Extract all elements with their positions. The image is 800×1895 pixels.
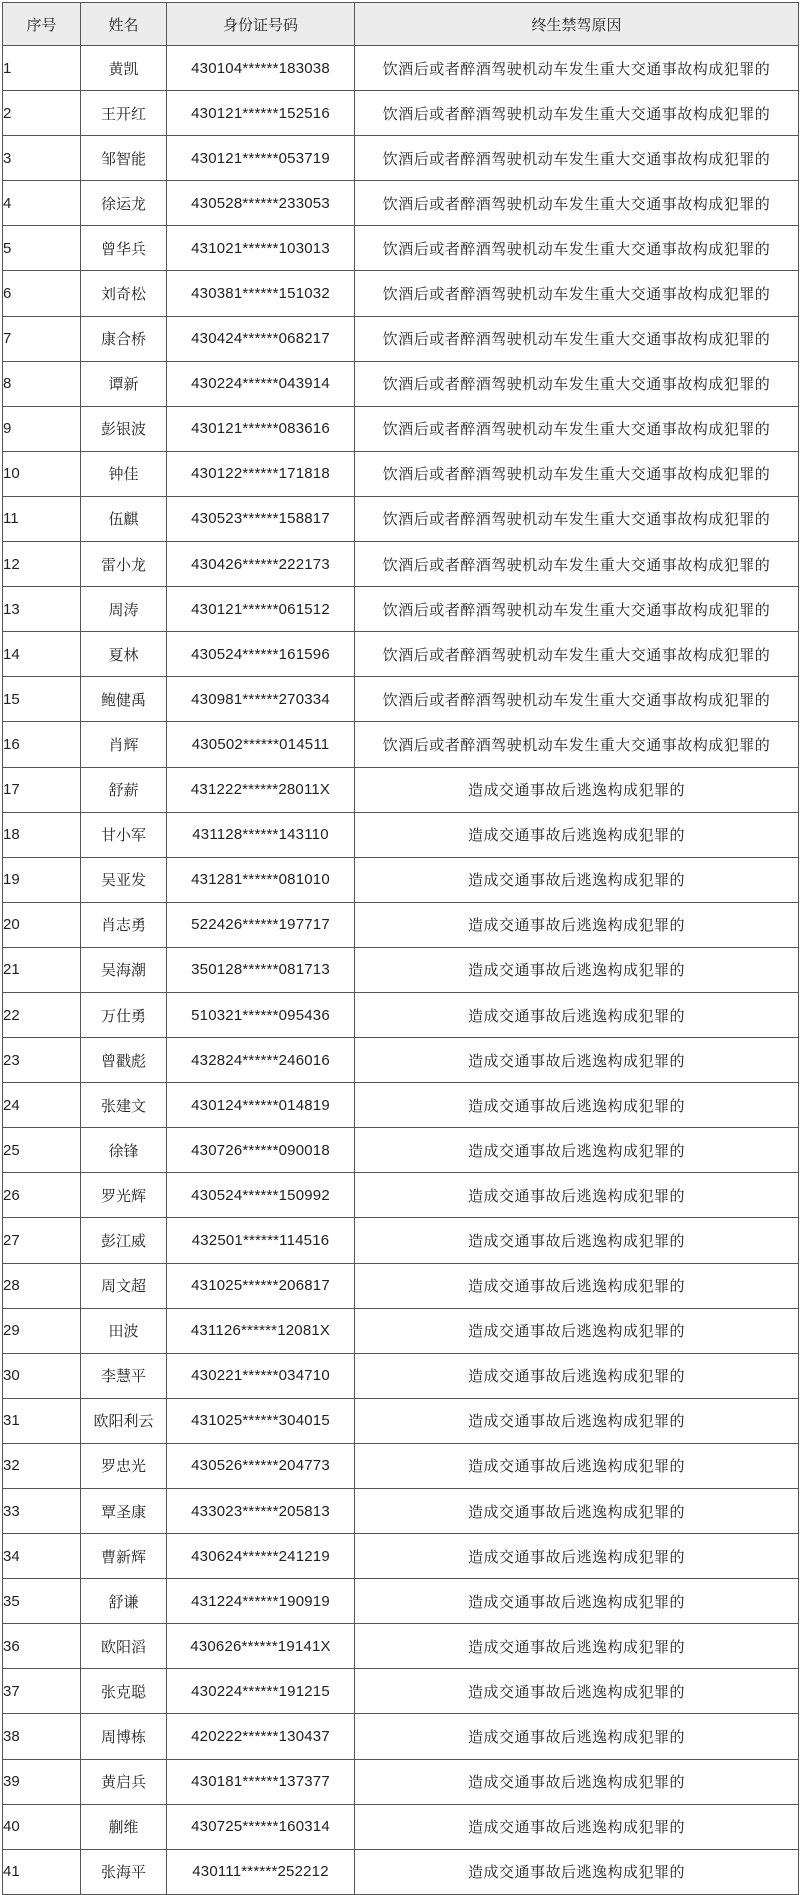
ban-reason-cell: 造成交通事故后逃逸构成犯罪的 (355, 902, 799, 947)
row-number-cell: 25 (3, 1128, 81, 1173)
id-number-cell: 431128******143110 (167, 812, 355, 857)
ban-reason-cell: 造成交通事故后逃逸构成犯罪的 (355, 1398, 799, 1443)
person-name-cell: 张海平 (81, 1849, 167, 1894)
table-row (3, 542, 799, 587)
id-number-cell: 430524******150992 (167, 1173, 355, 1218)
row-number-cell: 4 (3, 181, 81, 226)
row-number-cell: 18 (3, 812, 81, 857)
person-name-cell: 康合桥 (81, 316, 167, 361)
id-number-cell: 431224******190919 (167, 1579, 355, 1624)
table-row (3, 1353, 799, 1398)
id-number-cell: 430502******014511 (167, 722, 355, 767)
ban-reason-cell: 造成交通事故后逃逸构成犯罪的 (355, 1579, 799, 1624)
id-number-cell: 431021******103013 (167, 226, 355, 271)
person-name-cell: 李慧平 (81, 1353, 167, 1398)
row-number-cell: 20 (3, 902, 81, 947)
row-number-cell: 32 (3, 1443, 81, 1488)
person-name-cell: 罗光辉 (81, 1173, 167, 1218)
row-number-cell: 37 (3, 1669, 81, 1714)
person-name-cell: 曾戳彪 (81, 1038, 167, 1083)
ban-reason-cell: 饮酒后或者醉酒驾驶机动车发生重大交通事故构成犯罪的 (355, 451, 799, 496)
person-name-cell: 黄凯 (81, 46, 167, 91)
ban-reason-cell: 造成交通事故后逃逸构成犯罪的 (355, 857, 799, 902)
id-number-cell: 430426******222173 (167, 542, 355, 587)
table-row (3, 992, 799, 1037)
row-number-cell: 23 (3, 1038, 81, 1083)
row-number-cell: 7 (3, 316, 81, 361)
table-row (3, 136, 799, 181)
id-number-cell: 430224******043914 (167, 361, 355, 406)
row-number-cell: 26 (3, 1173, 81, 1218)
row-number-cell: 2 (3, 91, 81, 136)
id-number-cell: 430524******161596 (167, 632, 355, 677)
column-header-id-number: 身份证号码 (167, 3, 355, 46)
table-row (3, 1398, 799, 1443)
table-row (3, 1534, 799, 1579)
id-number-cell: 510321******095436 (167, 992, 355, 1037)
person-name-cell: 肖辉 (81, 722, 167, 767)
ban-reason-cell: 造成交通事故后逃逸构成犯罪的 (355, 1534, 799, 1579)
column-header-name: 姓名 (81, 3, 167, 46)
ban-reason-cell: 造成交通事故后逃逸构成犯罪的 (355, 992, 799, 1037)
id-number-cell: 431126******12081X (167, 1308, 355, 1353)
table-row (3, 406, 799, 451)
id-number-cell: 431025******304015 (167, 1398, 355, 1443)
table-row (3, 1083, 799, 1128)
ban-reason-cell: 造成交通事故后逃逸构成犯罪的 (355, 1624, 799, 1669)
row-number-cell: 40 (3, 1804, 81, 1849)
ban-reason-cell: 饮酒后或者醉酒驾驶机动车发生重大交通事故构成犯罪的 (355, 91, 799, 136)
column-header-ban-reason: 终生禁驾原因 (355, 3, 799, 46)
ban-reason-cell: 造成交通事故后逃逸构成犯罪的 (355, 1714, 799, 1759)
person-name-cell: 钟佳 (81, 451, 167, 496)
person-name-cell: 彭银波 (81, 406, 167, 451)
id-number-cell: 430121******053719 (167, 136, 355, 181)
row-number-cell: 38 (3, 1714, 81, 1759)
id-number-cell: 430381******151032 (167, 271, 355, 316)
id-number-cell: 430111******252212 (167, 1849, 355, 1894)
table-row (3, 1218, 799, 1263)
lifetime-driving-ban-table (2, 2, 799, 1895)
person-name-cell: 欧阳滔 (81, 1624, 167, 1669)
row-number-cell: 39 (3, 1759, 81, 1804)
id-number-cell: 430104******183038 (167, 46, 355, 91)
ban-reason-cell: 饮酒后或者醉酒驾驶机动车发生重大交通事故构成犯罪的 (355, 722, 799, 767)
person-name-cell: 曹新辉 (81, 1534, 167, 1579)
person-name-cell: 邹智能 (81, 136, 167, 181)
person-name-cell: 夏林 (81, 632, 167, 677)
row-number-cell: 8 (3, 361, 81, 406)
ban-reason-cell: 造成交通事故后逃逸构成犯罪的 (355, 1353, 799, 1398)
row-number-cell: 28 (3, 1263, 81, 1308)
table-row (3, 1308, 799, 1353)
table-row (3, 812, 799, 857)
table-row (3, 1443, 799, 1488)
ban-reason-cell: 造成交通事故后逃逸构成犯罪的 (355, 1669, 799, 1714)
table-row (3, 361, 799, 406)
table-row (3, 767, 799, 812)
id-number-cell: 430624******241219 (167, 1534, 355, 1579)
row-number-cell: 3 (3, 136, 81, 181)
table-row (3, 1579, 799, 1624)
ban-reason-cell: 饮酒后或者醉酒驾驶机动车发生重大交通事故构成犯罪的 (355, 587, 799, 632)
person-name-cell: 张建文 (81, 1083, 167, 1128)
person-name-cell: 王开红 (81, 91, 167, 136)
person-name-cell: 舒谦 (81, 1579, 167, 1624)
table-row (3, 722, 799, 767)
table-row (3, 1759, 799, 1804)
table-row (3, 46, 799, 91)
ban-reason-cell: 饮酒后或者醉酒驾驶机动车发生重大交通事故构成犯罪的 (355, 181, 799, 226)
table-row (3, 91, 799, 136)
id-number-cell: 430526******204773 (167, 1443, 355, 1488)
person-name-cell: 谭新 (81, 361, 167, 406)
table-body (3, 46, 799, 1895)
id-number-cell: 430121******061512 (167, 587, 355, 632)
id-number-cell: 522426******197717 (167, 902, 355, 947)
id-number-cell: 430121******152516 (167, 91, 355, 136)
id-number-cell: 433023******205813 (167, 1489, 355, 1534)
id-number-cell: 431281******081010 (167, 857, 355, 902)
table-row (3, 1804, 799, 1849)
row-number-cell: 13 (3, 587, 81, 632)
ban-reason-cell: 造成交通事故后逃逸构成犯罪的 (355, 1263, 799, 1308)
id-number-cell: 430124******014819 (167, 1083, 355, 1128)
row-number-cell: 41 (3, 1849, 81, 1894)
ban-reason-cell: 饮酒后或者醉酒驾驶机动车发生重大交通事故构成犯罪的 (355, 361, 799, 406)
person-name-cell: 周博栋 (81, 1714, 167, 1759)
person-name-cell: 万仕勇 (81, 992, 167, 1037)
ban-reason-cell: 造成交通事故后逃逸构成犯罪的 (355, 1443, 799, 1488)
row-number-cell: 6 (3, 271, 81, 316)
ban-reason-cell: 造成交通事故后逃逸构成犯罪的 (355, 1489, 799, 1534)
row-number-cell: 34 (3, 1534, 81, 1579)
table-row (3, 587, 799, 632)
id-number-cell: 430221******034710 (167, 1353, 355, 1398)
id-number-cell: 431222******28011X (167, 767, 355, 812)
ban-reason-cell: 造成交通事故后逃逸构成犯罪的 (355, 1038, 799, 1083)
ban-reason-cell: 造成交通事故后逃逸构成犯罪的 (355, 767, 799, 812)
person-name-cell: 甘小军 (81, 812, 167, 857)
table-row (3, 677, 799, 722)
table-row (3, 316, 799, 361)
table-row (3, 947, 799, 992)
person-name-cell: 曾华兵 (81, 226, 167, 271)
ban-reason-cell: 造成交通事故后逃逸构成犯罪的 (355, 1218, 799, 1263)
row-number-cell: 5 (3, 226, 81, 271)
id-number-cell: 430528******233053 (167, 181, 355, 226)
person-name-cell: 肖志勇 (81, 902, 167, 947)
row-number-cell: 1 (3, 46, 81, 91)
id-number-cell: 430224******191215 (167, 1669, 355, 1714)
ban-reason-cell: 饮酒后或者醉酒驾驶机动车发生重大交通事故构成犯罪的 (355, 677, 799, 722)
ban-reason-cell: 造成交通事故后逃逸构成犯罪的 (355, 1804, 799, 1849)
id-number-cell: 430626******19141X (167, 1624, 355, 1669)
id-number-cell: 430121******083616 (167, 406, 355, 451)
id-number-cell: 350128******081713 (167, 947, 355, 992)
row-number-cell: 9 (3, 406, 81, 451)
row-number-cell: 22 (3, 992, 81, 1037)
table-row (3, 1714, 799, 1759)
table-row (3, 632, 799, 677)
row-number-cell: 35 (3, 1579, 81, 1624)
ban-reason-cell: 造成交通事故后逃逸构成犯罪的 (355, 1308, 799, 1353)
row-number-cell: 14 (3, 632, 81, 677)
person-name-cell: 田波 (81, 1308, 167, 1353)
ban-reason-cell: 饮酒后或者醉酒驾驶机动车发生重大交通事故构成犯罪的 (355, 46, 799, 91)
person-name-cell: 周文超 (81, 1263, 167, 1308)
ban-reason-cell: 造成交通事故后逃逸构成犯罪的 (355, 1173, 799, 1218)
person-name-cell: 欧阳利云 (81, 1398, 167, 1443)
table-row (3, 902, 799, 947)
table-row (3, 857, 799, 902)
row-number-cell: 33 (3, 1489, 81, 1534)
ban-reason-cell: 造成交通事故后逃逸构成犯罪的 (355, 1083, 799, 1128)
id-number-cell: 430181******137377 (167, 1759, 355, 1804)
person-name-cell: 伍麒 (81, 496, 167, 541)
column-header-number: 序号 (3, 3, 81, 46)
person-name-cell: 黄启兵 (81, 1759, 167, 1804)
id-number-cell: 430424******068217 (167, 316, 355, 361)
table-row (3, 1624, 799, 1669)
person-name-cell: 徐运龙 (81, 181, 167, 226)
id-number-cell: 430725******160314 (167, 1804, 355, 1849)
row-number-cell: 15 (3, 677, 81, 722)
table-row (3, 1489, 799, 1534)
person-name-cell: 舒薪 (81, 767, 167, 812)
row-number-cell: 10 (3, 451, 81, 496)
ban-reason-cell: 造成交通事故后逃逸构成犯罪的 (355, 1849, 799, 1894)
row-number-cell: 31 (3, 1398, 81, 1443)
person-name-cell: 吴亚发 (81, 857, 167, 902)
row-number-cell: 16 (3, 722, 81, 767)
table-row (3, 226, 799, 271)
ban-reason-cell: 造成交通事故后逃逸构成犯罪的 (355, 812, 799, 857)
ban-reason-cell: 造成交通事故后逃逸构成犯罪的 (355, 1128, 799, 1173)
row-number-cell: 11 (3, 496, 81, 541)
person-name-cell: 雷小龙 (81, 542, 167, 587)
row-number-cell: 19 (3, 857, 81, 902)
row-number-cell: 12 (3, 542, 81, 587)
table-row (3, 271, 799, 316)
row-number-cell: 24 (3, 1083, 81, 1128)
row-number-cell: 21 (3, 947, 81, 992)
ban-reason-cell: 饮酒后或者醉酒驾驶机动车发生重大交通事故构成犯罪的 (355, 136, 799, 181)
person-name-cell: 蒯维 (81, 1804, 167, 1849)
id-number-cell: 420222******130437 (167, 1714, 355, 1759)
id-number-cell: 432824******246016 (167, 1038, 355, 1083)
person-name-cell: 刘奇松 (81, 271, 167, 316)
id-number-cell: 430726******090018 (167, 1128, 355, 1173)
id-number-cell: 430122******171818 (167, 451, 355, 496)
table-row (3, 1263, 799, 1308)
table-row (3, 1128, 799, 1173)
ban-reason-cell: 饮酒后或者醉酒驾驶机动车发生重大交通事故构成犯罪的 (355, 406, 799, 451)
row-number-cell: 36 (3, 1624, 81, 1669)
ban-reason-cell: 饮酒后或者醉酒驾驶机动车发生重大交通事故构成犯罪的 (355, 226, 799, 271)
person-name-cell: 鲍健禹 (81, 677, 167, 722)
ban-reason-cell: 饮酒后或者醉酒驾驶机动车发生重大交通事故构成犯罪的 (355, 271, 799, 316)
table-row (3, 1849, 799, 1894)
row-number-cell: 29 (3, 1308, 81, 1353)
table-row (3, 181, 799, 226)
id-number-cell: 430523******158817 (167, 496, 355, 541)
table-row (3, 1173, 799, 1218)
row-number-cell: 30 (3, 1353, 81, 1398)
ban-reason-cell: 造成交通事故后逃逸构成犯罪的 (355, 1759, 799, 1804)
ban-reason-cell: 饮酒后或者醉酒驾驶机动车发生重大交通事故构成犯罪的 (355, 542, 799, 587)
id-number-cell: 432501******114516 (167, 1218, 355, 1263)
table-row (3, 1669, 799, 1714)
table-row (3, 451, 799, 496)
person-name-cell: 张克聪 (81, 1669, 167, 1714)
person-name-cell: 徐锋 (81, 1128, 167, 1173)
table-row (3, 1038, 799, 1083)
id-number-cell: 430981******270334 (167, 677, 355, 722)
ban-reason-cell: 饮酒后或者醉酒驾驶机动车发生重大交通事故构成犯罪的 (355, 496, 799, 541)
table-header-row (3, 3, 799, 46)
id-number-cell: 431025******206817 (167, 1263, 355, 1308)
person-name-cell: 吴海潮 (81, 947, 167, 992)
row-number-cell: 17 (3, 767, 81, 812)
ban-reason-cell: 饮酒后或者醉酒驾驶机动车发生重大交通事故构成犯罪的 (355, 316, 799, 361)
person-name-cell: 罗忠光 (81, 1443, 167, 1488)
ban-reason-cell: 饮酒后或者醉酒驾驶机动车发生重大交通事故构成犯罪的 (355, 632, 799, 677)
table-row (3, 496, 799, 541)
person-name-cell: 周涛 (81, 587, 167, 632)
ban-reason-cell: 造成交通事故后逃逸构成犯罪的 (355, 947, 799, 992)
person-name-cell: 彭江威 (81, 1218, 167, 1263)
row-number-cell: 27 (3, 1218, 81, 1263)
person-name-cell: 覃圣康 (81, 1489, 167, 1534)
